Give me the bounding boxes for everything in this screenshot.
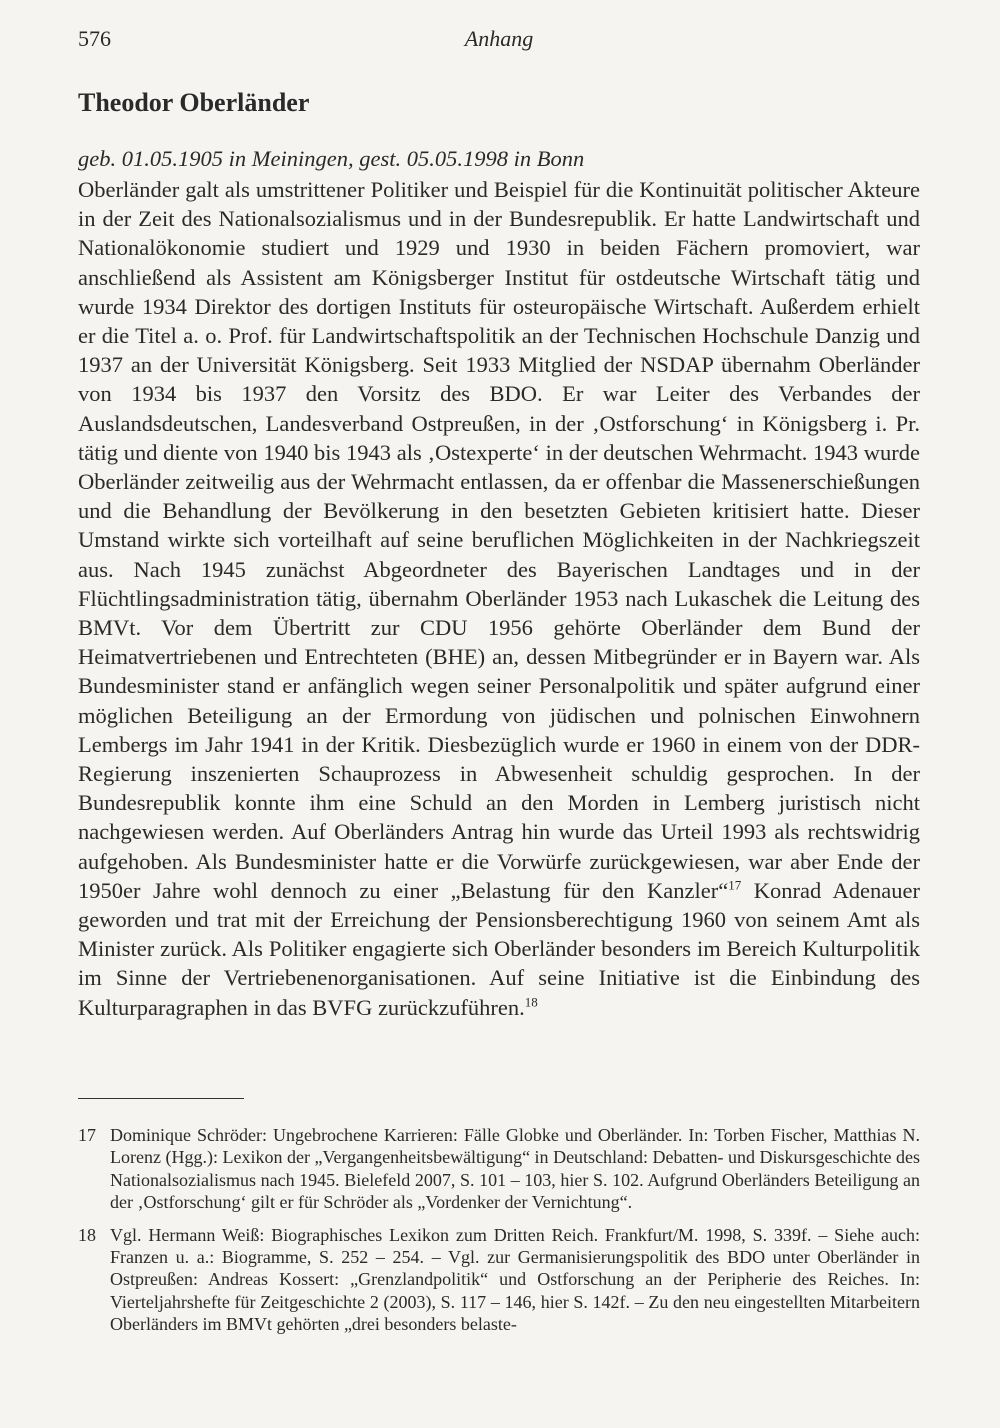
- footnote-17: [78, 1124, 920, 1214]
- footnote-ref-18[interactable]: 18: [524, 994, 538, 1010]
- footnote-text: Vgl. Hermann Weiß: Biographisches Lexikon zum Dritten Reich. Frankfurt/M. 1998, S. 339f. – Siehe auch: Franzen u. a.: Biogramme, S. 252 – 254. – Vgl. zur Germanisierungspolitik des BDO unter Oberländer in Ostpreußen: Andreas Kossert: „Grenzlandpolitik“ und Ostforschung an der Peripherie des Reiches. In: Vierteljahrshefte für Zeitgeschichte 2 (2003), S. 117 – 146, hier S. 142f. – Zu den neu eingestellten Mitarbeitern Oberländers im BMVt gehörten „drei besonders belaste-: [110, 1224, 920, 1335]
- footnote-ref-17[interactable]: 17: [728, 877, 742, 893]
- entry-text-part-2: Konrad Adenauer geworden und trat mit der Erreichung der Pensionsberechtigung 1960 von seinem Amt als Minister zurück. Als Politiker engagierte sich Oberländer besonders im Bereich Kulturpolitik im Sinne der Vertriebenenorganisationen. Auf seine Initiative ist die Einbindung des Kulturparagraphen in das BVFG zurückzuführen.: [78, 877, 920, 1020]
- birth-death-line: geb. 01.05.1905 in Meiningen, gest. 05.05.1998 in Bonn: [78, 146, 585, 171]
- entry-body: [78, 175, 920, 1022]
- footnote-divider: [78, 1098, 244, 1099]
- footnotes-section: [78, 1124, 920, 1346]
- page-number: 576: [78, 26, 111, 51]
- footnote-number: 17: [78, 1125, 96, 1145]
- footnote-18: [78, 1224, 920, 1336]
- running-title: Anhang: [464, 26, 534, 51]
- book-page: [78, 0, 920, 1428]
- entry-text-part-1: Oberländer galt als umstrittener Politiker und Beispiel für die Kontinuität politischer Akteure in der Zeit des Nationalsozialismus und in der Bundesrepublik. Er hatte Landwirtschaft und Nationalökonomie studiert und 1929 und 1930 in beiden Fächern promoviert, war anschließend als Assistent am Königsberger Institut für ostdeutsche Wirtschaft tätig und wurde 1934 Direktor des dortigen Instituts für osteuropäische Wirtschaft. Außerdem erhielt er die Titel a. o. Prof. für Landwirtschaftspolitik an der Technischen Hochschule Danzig und 1937 an der Universität Königsberg. Seit 1933 Mitglied der NSDAP übernahm Oberländer von 1934 bis 1937 den Vorsitz des BDO. Er war Leiter des Verbandes der Auslandsdeutschen, Landesverband Ostpreußen, in der ‚Ostforschung‘ in Königsberg i. Pr. tätig und diente von 1940 bis 1943 als ‚Ostexperte‘ in der deutschen Wehrmacht. 1943 wurde Oberländer zeitweilig aus der Wehrmacht entlassen, da er offenbar die Massenerschießungen und die Behandlung der Bevölkerung in den besetzten Gebieten kritisiert hatte. Dieser Umstand wirkte sich vorteilhaft auf seine beruflichen Möglichkeiten in der Nachkriegszeit aus. Nach 1945 zunächst Abgeordneter des Bayerischen Landtages und in der Flüchtlingsadministration tätig, übernahm Oberländer 1953 nach Lukaschek die Leitung des BMVt. Vor dem Übertritt zur CDU 1956 gehörte Oberländer dem Bund der Heimatvertriebenen und Entrechteten (BHE) an, dessen Mitbegründer er in Bayern war. Als Bundesminister stand er anfänglich wegen seiner Personalpolitik und später aufgrund einer möglichen Beteiligung an der Ermordung von jüdischen und polnischen Einwohnern Lembergs im Jahr 1941 in der Kritik. Diesbezüglich wurde er 1960 in einem von der DDR-Regierung inszenierten Schauprozess in Abwesenheit schuldig gesprochen. In der Bundesrepublik konnte ihm eine Schuld an den Morden in Lemberg juristisch nicht nachgewiesen werden. Auf Oberländers Antrag hin wurde das Urteil 1993 als rechtswidrig aufgehoben. Als Bundesminister hatte er die Vorwürfe zurückgewiesen, war aber Ende der 1950er Jahre wohl dennoch zu einer „Belastung für den Kanzler“: [78, 177, 920, 903]
- running-head: [78, 26, 920, 60]
- entry-heading: Theodor Oberländer: [78, 88, 310, 117]
- footnote-text: Dominique Schröder: Ungebrochene Karrieren: Fälle Globke und Oberländer. In: Torben Fischer, Matthias N. Lorenz (Hgg.): Lexikon der „Vergangenheitsbewältigung“ in Deutschland: Debatten- und Diskursgeschichte des Nationalsozialismus nach 1945. Bielefeld 2007, S. 101 – 103, hier S. 102. Aufgrund Oberländers Beteiligung an der ‚Ostforschung‘ gilt er für Schröder als „Vordenker der Vernichtung“.: [110, 1125, 920, 1213]
- footnote-number: 18: [78, 1224, 96, 1245]
